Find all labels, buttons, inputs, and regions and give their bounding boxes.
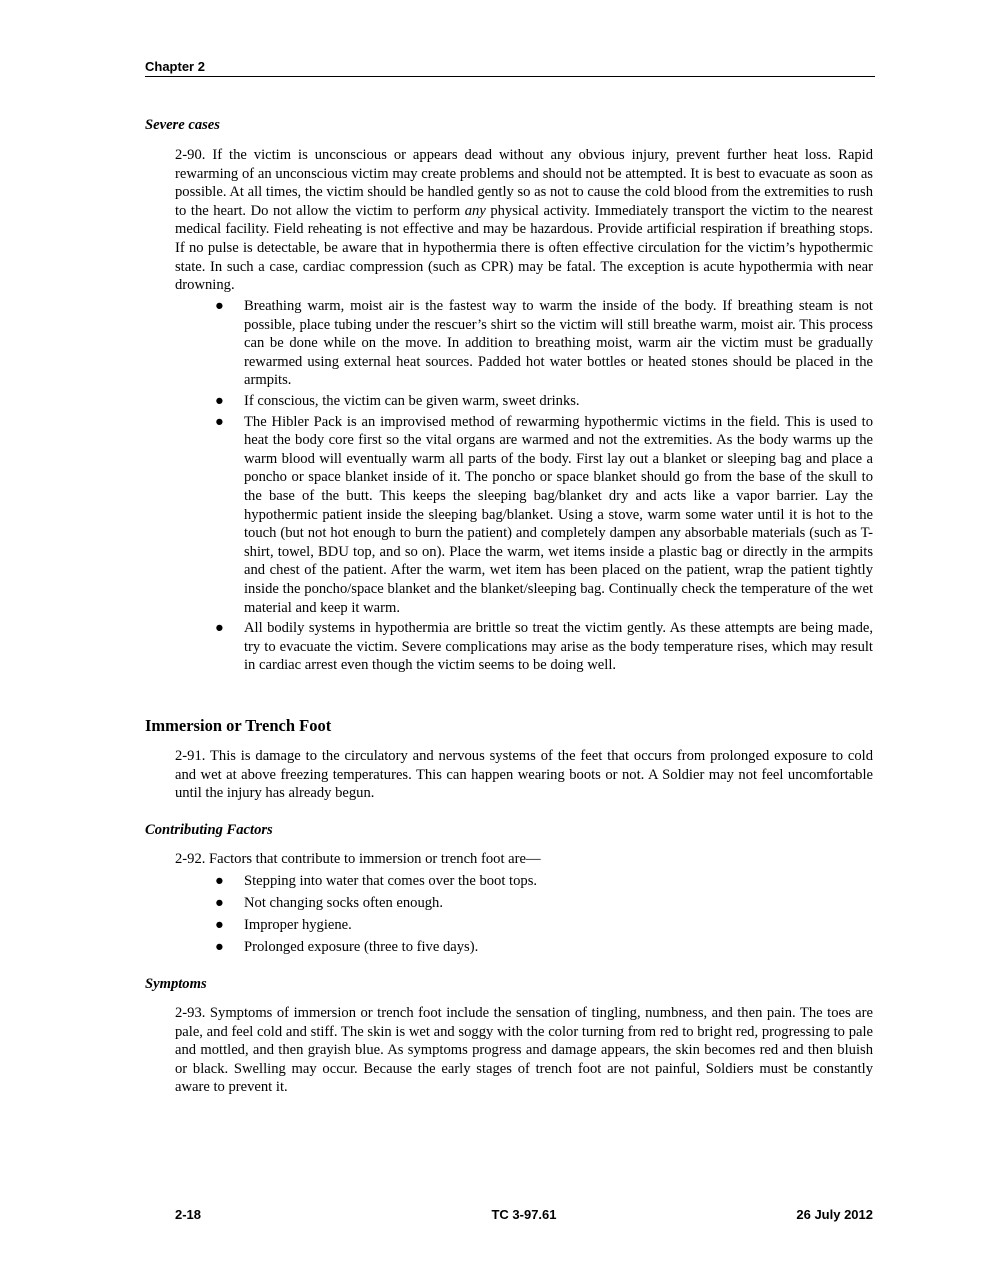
paragraph-2-90 (175, 146, 873, 295)
list-item: ● The Hibler Pack is an improvised method of rewarming hypothermic victims in the field. This is used to heat the body core first so the vital organs are warmed and not the extremities. As the body warms up the warm blood will eventually warm all parts of the body. First lay out a blanket or sleeping bag and place a poncho or space blanket inside of it. The poncho or space blanket should go from the base of the skull to the base of the butt. This keeps the sleeping bag/blanket dry and acts like a vapor barrier. Lay the hypothermic patient inside the sleeping bag/blanket. Using a stove, warm some water until it is hot to the touch (but not hot enough to burn the patient) and completely dampen any absorbable materials (such as T-shirt, towel, BDU top, and so on). Place the warm, wet items inside a plastic bag or directly in the armpits and chest of the patient. After the warm, wet item has been placed on the patient, wrap the patient tightly inside the poncho/space blanket and the blanket/sleeping bag. Continually check the temperature of the wet material and keep it warm. (215, 413, 873, 616)
paragraph-2-92: 2-92. Factors that contribute to immersion or trench foot are— (175, 851, 541, 867)
bullet-icon: ● (215, 413, 224, 430)
document-id: TC 3-97.61 (491, 1207, 557, 1222)
contributing-factors-heading: Contributing Factors (145, 822, 273, 838)
document-date: 26 July 2012 (796, 1207, 873, 1222)
p90-text-b: physical activity. Immediately transport the victim to the nearest medical facility. Field reheating is not effective and may be hazardous. Provide artificial respiration if breathing stops. If no pulse is detectable, be aware that in hypothermia there is often effective circulation for the victim’s hypothermic state. In such a case, cardiac compression (such as CPR) may be fatal. The exception is acute hypothermia with near drowning. (175, 202, 873, 294)
bullet-icon: ● (215, 939, 224, 956)
severe-cases-heading: Severe cases (145, 117, 220, 133)
bullet-icon: ● (215, 873, 224, 889)
bullet-icon: ● (215, 298, 224, 314)
p90-emphasis: any (464, 202, 486, 219)
list-item: ● All bodily systems in hypothermia are brittle so treat the victim gently. As these attempts are being made, try to evacuate the victim. Severe complications may arise as the body temperature rises, which may result in cardiac arrest even though the victim seems to be doing well. (215, 620, 873, 674)
paragraph-2-91: 2-91. This is damage to the circulatory and nervous systems of the feet that occurs from prolonged exposure to cold and wet at above freezing temperatures. This can happen wearing boots or not. A Soldier may not feel uncomfortable until the injury has already begun. (175, 748, 873, 802)
paragraph-2-93: 2-93. Symptoms of immersion or trench foot include the sensation of tingling, numbness, and then pain. The toes are pale, and feel cold and stiff. The skin is wet and soggy with the color turning from red to bright red, progressing to pale and mottled, and then grayish blue. As symptoms progress and damage appears, the skin becomes red and then bluish or black. Swelling may occur. Because the early stages of trench foot are not painful, Soldiers must be constantly aware to prevent it. (175, 1005, 873, 1096)
bullet-icon: ● (215, 917, 224, 934)
list-item: ● Stepping into water that comes over the boot tops. (215, 873, 538, 889)
p90-text-a: 2-90. If the victim is unconscious or appears dead without any obvious injury, prevent further heat loss. Rapid rewarming of an unconscious victim may create problems and should not be attempted. It is best to evacuate as soon as possible. At all times, the victim should be handled gently so as not to cause the cold blood from the extremities to rush to the heart. Do not allow the victim to perform (175, 147, 873, 219)
list-item: ● Improper hygiene. (215, 917, 352, 934)
chapter-header: Chapter 2 (145, 59, 875, 77)
immersion-heading: Immersion or Trench Foot (145, 716, 332, 735)
bullet-icon: ● (215, 620, 224, 637)
list-item: ● Not changing socks often enough. (215, 895, 444, 912)
list-item: ● Prolonged exposure (three to five days). (215, 939, 479, 956)
bullet-icon: ● (215, 392, 224, 409)
list-item: ● If conscious, the victim can be given warm, sweet drinks. (215, 392, 580, 409)
list-item: ● Breathing warm, moist air is the fastest way to warm the inside of the body. If breathing steam is not possible, place tubing under the rescuer’s shirt so the victim will still breathe warm, moist air. This process can be done while on the move. In addition to breathing moist, warm air the victim must be gradually rewarmed using external heat sources. Padded hot water bottles or heated stones should be placed in the armpits. (215, 298, 873, 389)
symptoms-heading: Symptoms (145, 976, 207, 992)
factors-bullet-list (175, 872, 873, 960)
page-number: 2-18 (175, 1207, 202, 1222)
severe-bullet-list (175, 297, 873, 677)
bullet-icon: ● (215, 895, 224, 912)
